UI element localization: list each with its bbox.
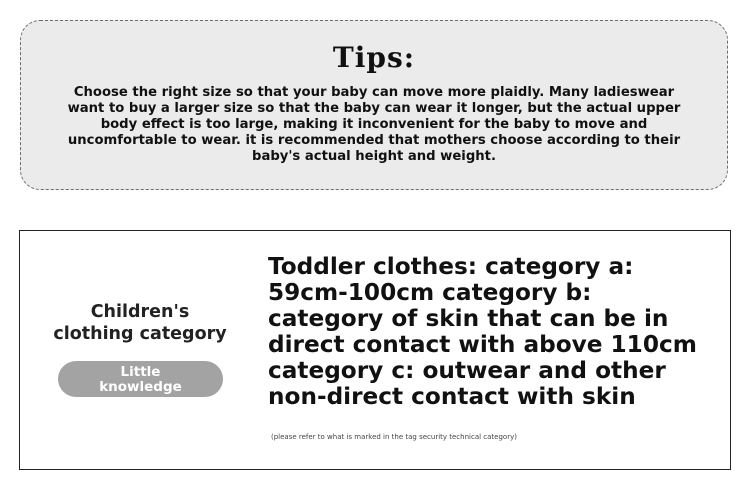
badge-line-1: Little — [120, 363, 161, 380]
category-line: Toddler clothes: category a: — [268, 253, 634, 280]
tag-note: (please refer to what is marked in the tag security technical category) — [271, 433, 517, 441]
clothing-category-panel — [19, 230, 731, 470]
category-line: category of skin that can be in — [268, 305, 669, 332]
tips-panel — [20, 20, 728, 190]
category-line: category c: outwear and other — [268, 357, 666, 384]
category-line: non-direct contact with skin — [268, 383, 636, 410]
category-heading — [40, 301, 240, 345]
badge-line-2: knowledge — [99, 378, 182, 395]
category-line: 59cm-100cm category b: — [268, 279, 592, 306]
category-line: direct contact with above 110cm — [268, 331, 697, 358]
little-knowledge-badge — [58, 361, 223, 397]
tips-title: Tips: — [332, 41, 416, 74]
category-description — [268, 254, 718, 410]
category-heading-line-2: clothing category — [53, 324, 227, 344]
category-heading-line-1: Children's — [90, 302, 190, 322]
tips-body: Choose the right size so that your baby can move more plaidly. Many ladieswear want to buy a larger size so that the baby can wear it longer, but the actual upper body effect is too large, making it inconvenient for the baby to move and uncomfortable to wear. it is recommended that mothers choose according to their baby's actual height and weight. — [67, 85, 681, 164]
